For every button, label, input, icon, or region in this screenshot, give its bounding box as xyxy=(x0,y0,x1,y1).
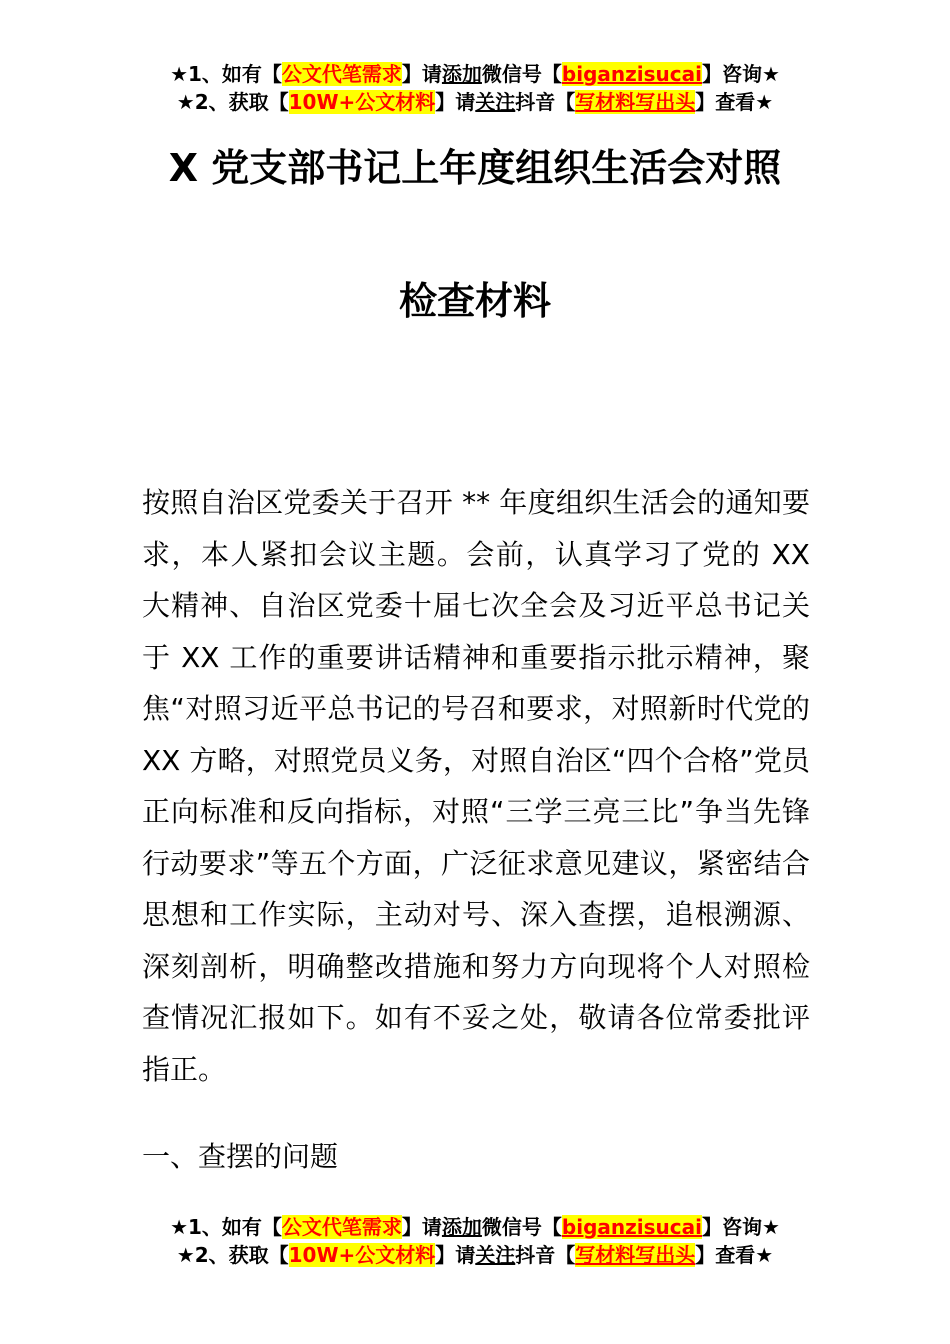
promo-highlight-douyin-id: 写材料写出头 xyxy=(575,90,696,114)
promo-text-segment: ★1、如有【 xyxy=(170,62,282,86)
promo-text-segment: 】咨询★ xyxy=(702,62,780,86)
header-promo-line-2 xyxy=(0,88,950,116)
header-promo xyxy=(0,60,950,116)
promo-highlight-wechat-id: biganzisucai xyxy=(561,1215,702,1239)
promo-highlight-douyin-id: 写材料写出头 xyxy=(575,1243,696,1267)
section-heading-1: 一、查摆的问题 xyxy=(142,1140,339,1173)
promo-highlight-service: 公文代笔需求 xyxy=(281,1215,402,1239)
promo-underline-follow: 关注 xyxy=(475,90,516,114)
promo-highlight-service: 公文代笔需求 xyxy=(281,62,402,86)
promo-text-segment: 微信号【 xyxy=(481,1215,562,1239)
promo-text-segment: 抖音【 xyxy=(515,1243,576,1267)
promo-text-segment: 】请 xyxy=(435,90,476,114)
document-title-line-2: 检查材料 xyxy=(398,279,551,323)
promo-text-segment: 】请 xyxy=(435,1243,476,1267)
promo-text-segment: 】请 xyxy=(401,1215,442,1239)
document-title-line-1: X 党支部书记上年度组织生活会对照 xyxy=(168,146,782,190)
promo-underline-add: 添加 xyxy=(441,1215,482,1239)
footer-promo-line-1 xyxy=(0,1213,950,1241)
promo-text-segment: 】查看★ xyxy=(695,1243,774,1267)
promo-text-segment: ★1、如有【 xyxy=(170,1215,282,1239)
footer-promo xyxy=(0,1213,950,1269)
header-promo-line-1 xyxy=(0,60,950,88)
promo-underline-follow: 关注 xyxy=(475,1243,516,1267)
footer-promo-line-2 xyxy=(0,1241,950,1269)
promo-text-segment: 】查看★ xyxy=(695,90,774,114)
intro-paragraph: 按照自治区党委关于召开 ** 年度组织生活会的通知要求，本人紧扣会议主题。会前，认真学习了党的 XX 大精神、自治区党委十届七次全会及习近平总书记关于 XX 工作的重要讲话精神和重要指示批示精神，聚焦“对照习近平总书记的号召和要求，对照新时代党的 XX 方略，对照党员义务，对照自治区“四个合格”党员正向标准和反向指标，对照“三学三亮三比”争当先锋行动要求”等五个方面，广泛征求意见建议，紧密结合思想和工作实际，主动对号、深入查摆，追根溯源、深刻剖析，明确整改措施和努力方向现将个人对照检查情况汇报如下。如有不妥之处，敬请各位常委批评指正。 xyxy=(142,486,810,1086)
promo-text-segment: ★2、获取【 xyxy=(176,1243,289,1267)
document-body xyxy=(142,477,810,1183)
promo-underline-add: 添加 xyxy=(441,62,482,86)
promo-highlight-wechat-id: biganzisucai xyxy=(561,62,702,86)
promo-text-segment: 抖音【 xyxy=(515,90,576,114)
promo-highlight-materials: 10W+公文材料 xyxy=(288,90,436,114)
promo-text-segment: ★2、获取【 xyxy=(176,90,289,114)
promo-text-segment: 】咨询★ xyxy=(702,1215,780,1239)
promo-highlight-materials: 10W+公文材料 xyxy=(288,1243,436,1267)
promo-text-segment: 微信号【 xyxy=(481,62,562,86)
promo-text-segment: 】请 xyxy=(401,62,442,86)
